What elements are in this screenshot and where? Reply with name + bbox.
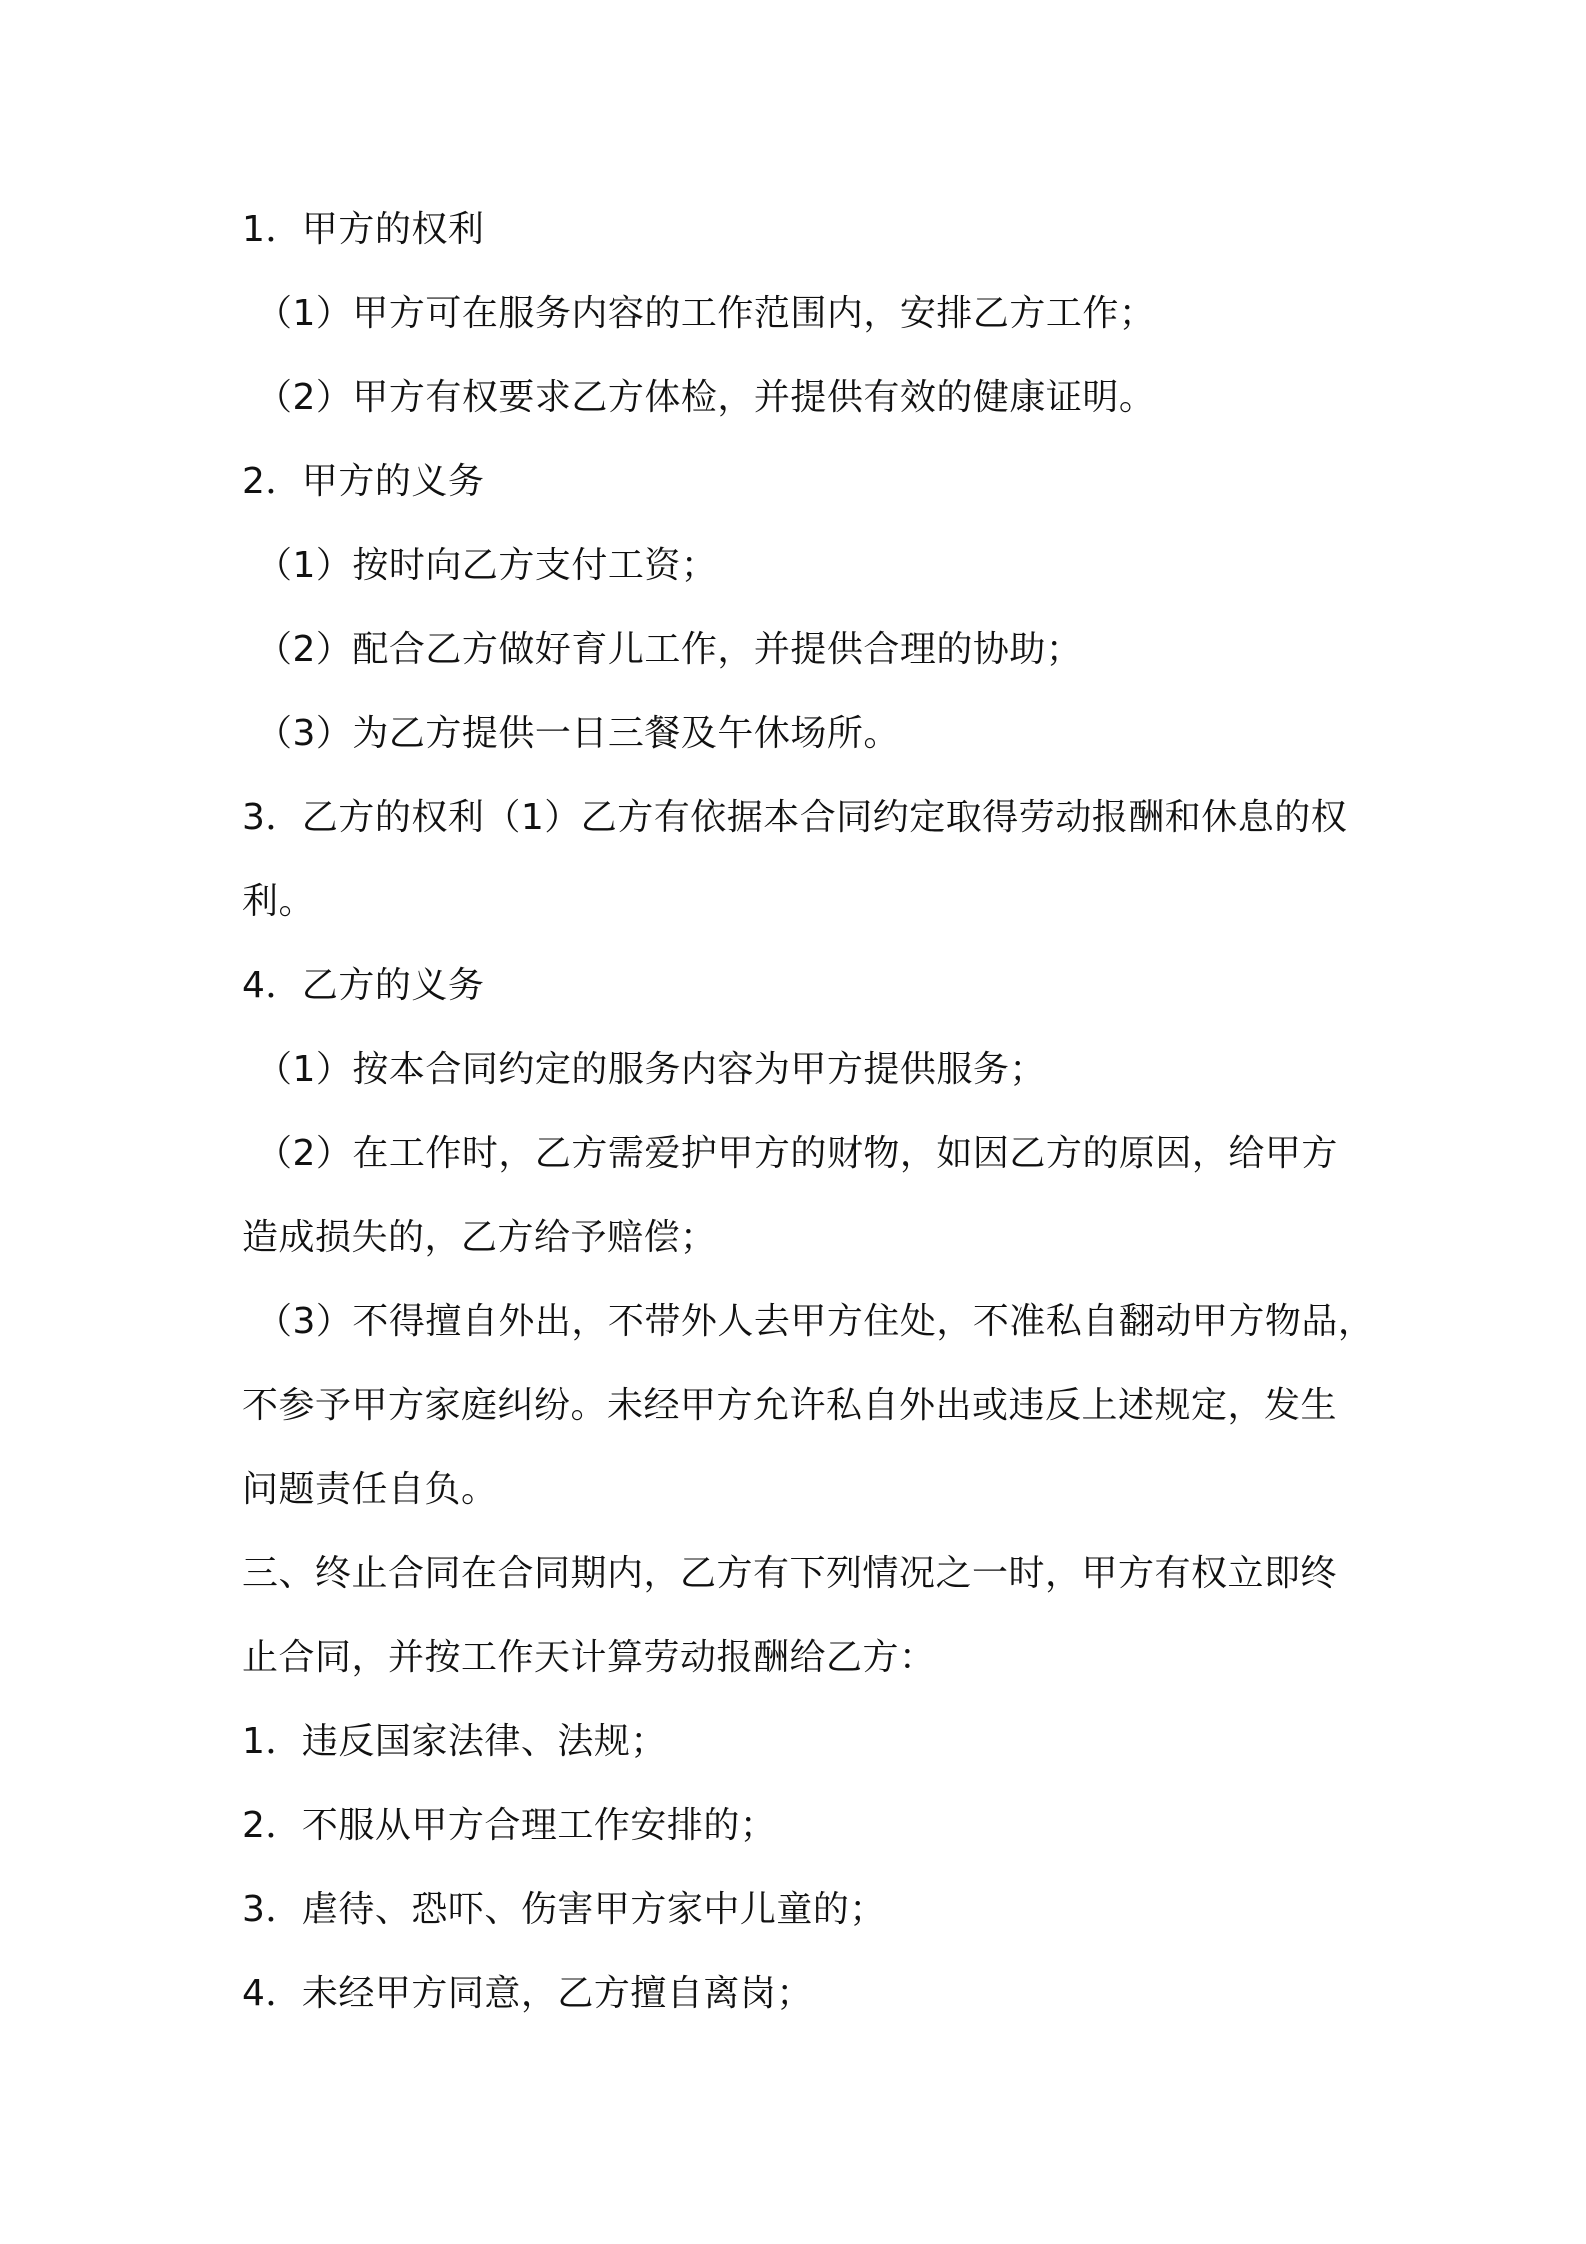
clause-line: （2）在工作时，乙方需爱护甲方的财物，如因乙方的原因，给甲方 [256,1133,1338,1174]
section-heading: 3．乙方的权利（1）乙方有依据本合同约定取得劳动报酬和休息的权 [242,797,1348,838]
paragraph-line: 不参予甲方家庭纠纷。未经甲方允许私自外出或违反上述规定，发生 [242,1385,1338,1426]
clause-line: （3）为乙方提供一日三餐及午休场所。 [256,713,900,754]
paragraph-line: 造成损失的，乙方给予赔偿； [242,1217,717,1258]
list-item: 1．违反国家法律、法规； [242,1721,667,1762]
paragraph-line: 问题责任自负。 [242,1469,498,1510]
clause-line: （1）甲方可在服务内容的工作范围内，安排乙方工作； [256,293,1156,334]
list-item: 3．虐待、恐吓、伤害甲方家中儿童的； [242,1889,886,1930]
paragraph-line: 止合同，并按工作天计算劳动报酬给乙方： [242,1637,936,1678]
section-heading: 4．乙方的义务 [242,965,485,1006]
section-heading: 2．甲方的义务 [242,461,485,502]
clause-line: （1）按本合同约定的服务内容为甲方提供服务； [256,1049,1046,1090]
section-heading: 三、终止合同在合同期内，乙方有下列情况之一时，甲方有权立即终 [242,1553,1338,1594]
paragraph-line: 利。 [242,881,316,922]
clause-line: （1）按时向乙方支付工资； [256,545,718,586]
clause-line: （3）不得擅自外出，不带外人去甲方住处，不准私自翻动甲方物品， [256,1301,1375,1342]
section-heading: 1．甲方的权利 [242,209,485,250]
list-item: 2．不服从甲方合理工作安排的； [242,1805,777,1846]
clause-line: （2）配合乙方做好育儿工作，并提供合理的协助； [256,629,1083,670]
list-item: 4．未经甲方同意，乙方擅自离岗； [242,1973,813,2014]
clause-line: （2）甲方有权要求乙方体检，并提供有效的健康证明。 [256,377,1156,418]
